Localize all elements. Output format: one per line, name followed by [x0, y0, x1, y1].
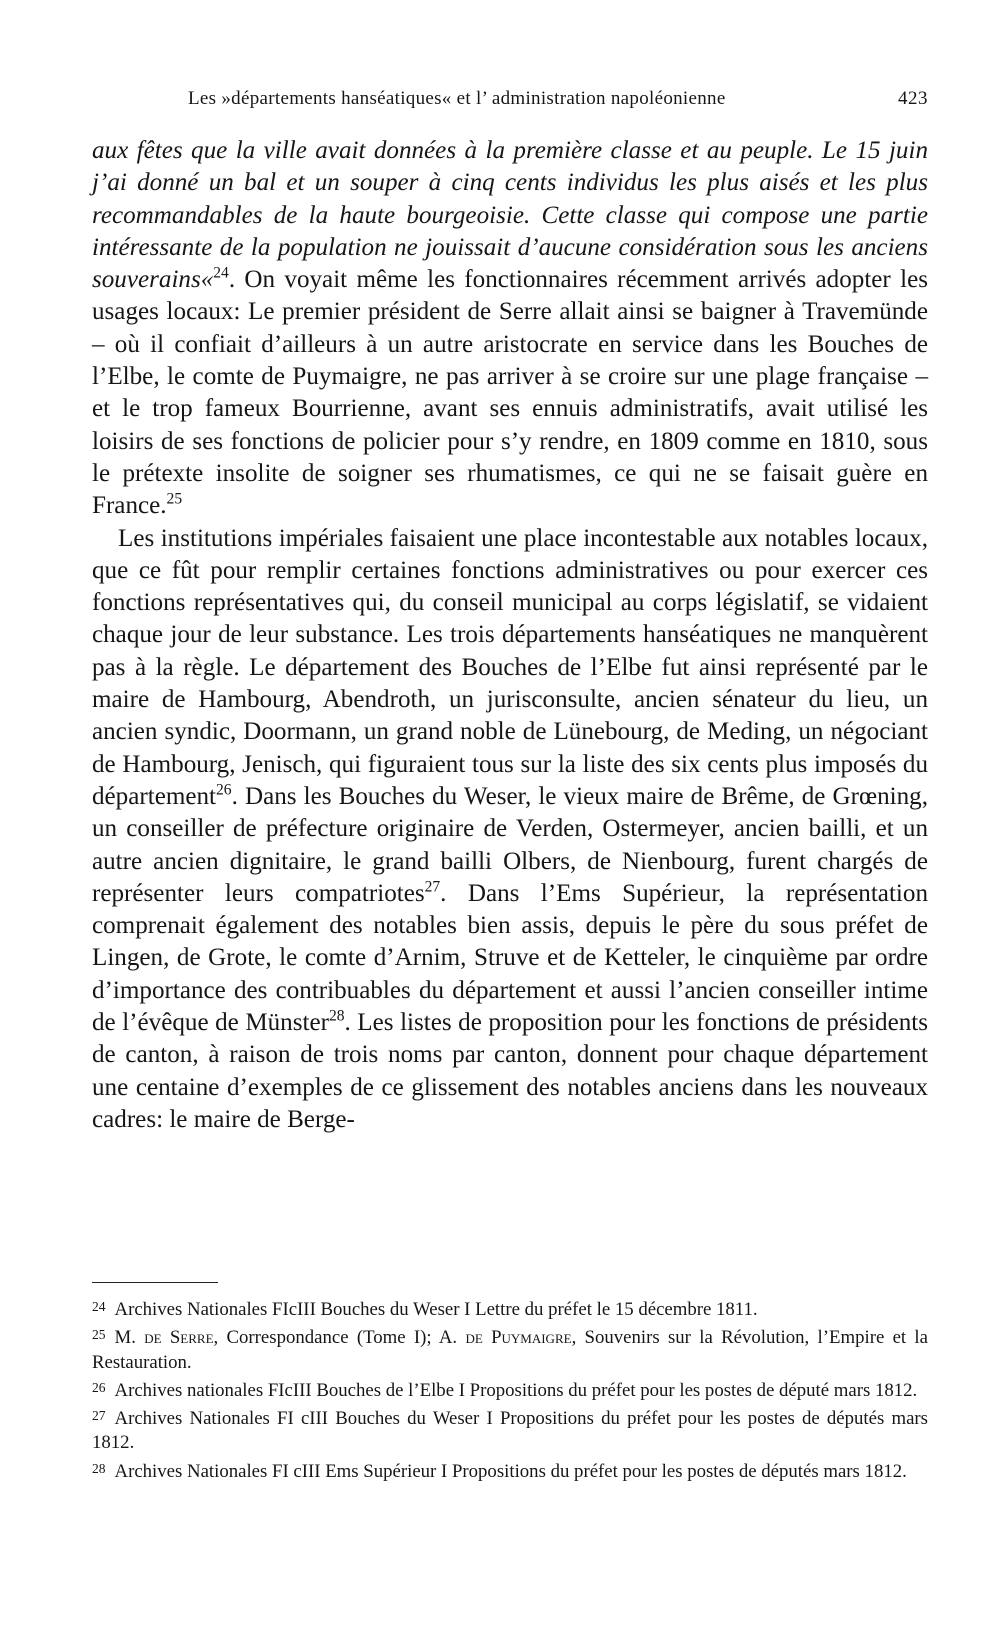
footnote-text: Archives nationales FIcIII Bouches de l’Elbe I Propositions du préfet pour les postes de député mars 1812.: [114, 1379, 918, 1401]
footnote-number: 24: [92, 1299, 106, 1314]
footnote-ref-24: 24: [213, 264, 229, 282]
paragraph-1: [92, 135, 928, 523]
footnote-ref-25: 25: [166, 490, 183, 508]
footnote-text-part: , Correspondance (Tome I); A.: [213, 1327, 466, 1349]
author-name-puymaigre: de Puymaigre: [465, 1327, 572, 1349]
paragraph-2-text-3: . Dans l’Ems Supérieur, la représentation comprenait également des notables bien assis, depuis le père du sous préfet de Lingen, de Grote, le comte d’Arnim, Struve et de Ketteler, le cinquième par ordre d’importance des contribuables du département et aussi l’ancien conseiller intime de l’évêque de Münster: [92, 879, 928, 1037]
footnote-27: [92, 1404, 928, 1456]
footnote-26: [92, 1376, 928, 1403]
paragraph-2-text-2: . Dans les Bouches du Weser, le vieux maire de Brême, de Grœning, un conseiller de préfecture originaire de Verden, Ostermeyer, ancien bailli, et un autre ancien dignitaire, le grand bailli Olbers, de Nienbourg, furent chargés de représenter leurs compatriotes: [92, 782, 928, 907]
paragraph-1-text: . On voyait même les fonctionnaires récemment arrivés adopter les usages locaux: Le premier président de Serre allait ainsi se baigner à Travemünde – où il confiait d’ailleurs à un autre aristocrate en service dans les Bouches de l’Elbe, le comte de Puymaigre, ne pas arriver à se croire sur une plage française – et le trop fameux Bourrienne, avant ses ennuis administratifs, avait utilisé les loisirs de ses fonctions de policier pour s’y rendre, en 1809 comme en 1810, sous le prétexte insolite de soigner ses rhumatismes, ce qui ne se faisait guère en France.: [92, 266, 928, 520]
footnote-number: 28: [92, 1460, 106, 1476]
main-text: [92, 135, 928, 1136]
paragraph-2-text-4: . Les listes de proposition pour les fonctions de présidents de canton, à raison de trois noms par canton, donnent pour chaque département une centaine d’exemples de ce glissement des notables anciens dans les nouveaux cadres: le maire de Berge-: [92, 1009, 929, 1133]
footnote-28: [92, 1457, 928, 1484]
footnote-number: 26: [92, 1379, 106, 1395]
footnote-number: 25: [92, 1327, 106, 1343]
paragraph-2: [92, 523, 928, 1137]
author-name-serre: de Serre: [144, 1327, 214, 1349]
footnote-text: Archives Nationales FI cIII Ems Supérieur I Propositions du préfet pour les postes de députés mars 1812.: [114, 1460, 907, 1482]
running-title: Les »départements hanséatiques« et l’ administration napoléonienne: [188, 88, 726, 109]
footnote-separator: [92, 1282, 218, 1283]
footnote-25: [92, 1323, 928, 1375]
footnote-text: Archives Nationales FIcIII Bouches du Weser I Lettre du préfet le 15 décembre 1811.: [114, 1299, 758, 1320]
footnote-text: Archives Nationales FI cIII Bouches du Weser I Propositions du préfet pour les postes de députés mars 1812.: [92, 1408, 928, 1454]
footnote-ref-27: 27: [424, 878, 441, 896]
italic-quotation: aux fêtes que la ville avait données à la première classe et au peuple. Le 15 juin j’ai donné un bal et un souper à cinq cents individus les plus aisés et les plus recommandables de la haute bourgeoisie. Cette classe qui compose une partie intéressante de la population ne jouissait d’aucune considération sous les anciens souverains«: [92, 137, 928, 294]
page-number: 423: [898, 88, 928, 109]
running-header: [92, 86, 928, 116]
paragraph-2-text-1: Les institutions impériales faisaient une place incontestable aux notables locaux, que ce fût pour remplir certaines fonctions administratives ou pour exercer ces fonctions représentatives qui, du conseil municipal au corps législatif, se vidaient chaque jour de leur substance. Les trois départements hanséatiques ne manquèrent pas à la règle. Le département des Bouches de l’Elbe fut ainsi représenté par le maire de Hambourg, Abendroth, un jurisconsulte, ancien sénateur du lieu, un ancien syndic, Doormann, un grand noble de Lünebourg, de Meding, un négociant de Hambourg, Jenisch, qui figuraient tous sur la liste des six cents plus imposés du département: [92, 524, 928, 810]
footnote-text-part: M.: [114, 1327, 145, 1349]
footnotes: [92, 1295, 928, 1485]
footnote-ref-28: 28: [328, 1007, 345, 1025]
footnote-number: 27: [92, 1408, 106, 1424]
footnote-text-part: , Souvenirs sur la Révolution, l’Empire et la Restauration.: [92, 1327, 928, 1373]
footnote-ref-26: 26: [216, 781, 232, 799]
footnote-24: [92, 1295, 928, 1322]
